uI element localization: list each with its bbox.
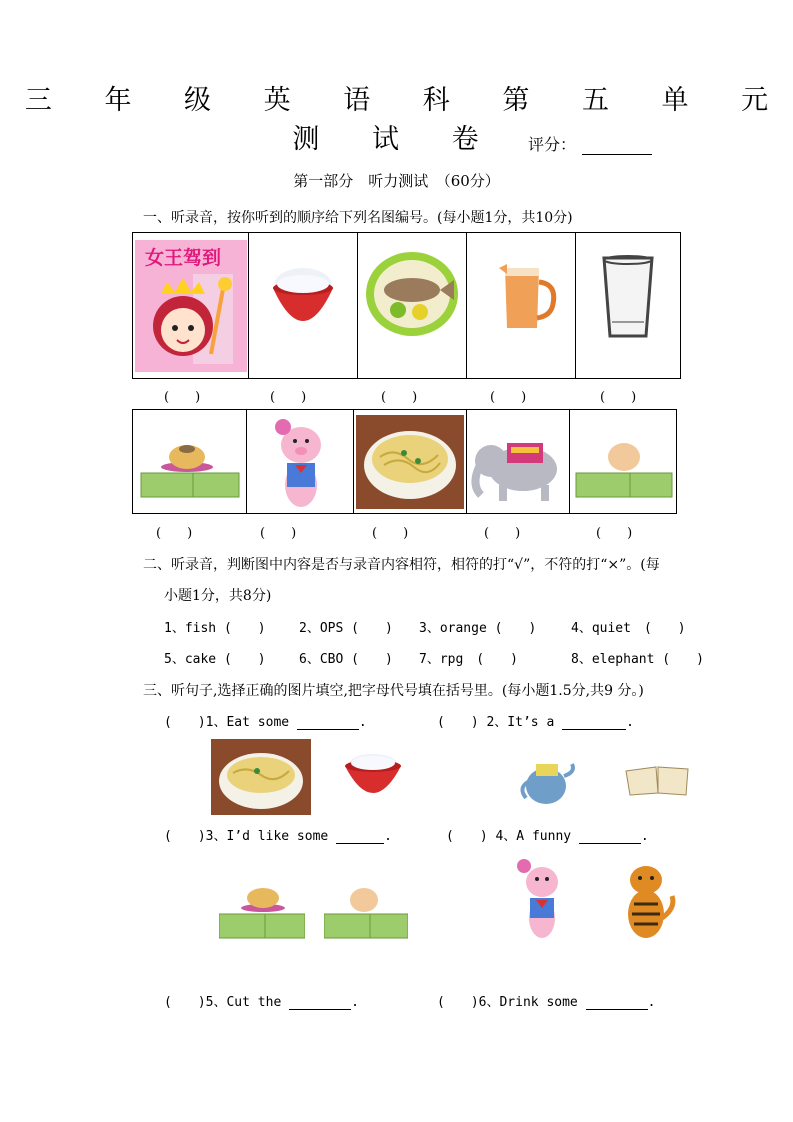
cell-pig bbox=[247, 410, 354, 514]
question-1: ( )1、Eat some . bbox=[164, 715, 367, 730]
score-blank[interactable] bbox=[582, 138, 652, 155]
judge-item-7[interactable]: 7、rpg ( ) bbox=[419, 652, 518, 667]
pig-icon bbox=[508, 858, 572, 944]
question-4-blank[interactable] bbox=[579, 829, 641, 844]
glass-icon bbox=[576, 234, 680, 378]
judge-item-5[interactable]: 5、cake ( ) bbox=[164, 652, 266, 667]
score-field bbox=[528, 132, 652, 155]
question-4: ( ) 4、A funny . bbox=[446, 829, 649, 844]
question-3-blank[interactable] bbox=[336, 829, 384, 844]
noodles-icon bbox=[354, 411, 466, 513]
q2-option-book bbox=[622, 763, 692, 799]
tiger-icon bbox=[614, 858, 678, 942]
part-heading: 第一部分 听力测试 （60分） bbox=[293, 172, 500, 190]
picture-grid-row2 bbox=[132, 409, 677, 514]
question-5-text: ( )5、Cut the bbox=[164, 995, 282, 1010]
q2-option-kettle bbox=[518, 752, 578, 808]
fish-plate-icon bbox=[358, 234, 466, 378]
cell-egg bbox=[570, 410, 677, 514]
section2-instruction-line1: 二、听录音，判断图中内容是否与录音内容相符，相符的打“√”，不符的打“×”。(每 bbox=[143, 557, 660, 573]
question-6-blank[interactable] bbox=[586, 995, 648, 1010]
noodles-icon bbox=[211, 739, 311, 815]
judge-item-2[interactable]: 2、OPS ( ) bbox=[299, 621, 393, 636]
question-5: ( )5、Cut the . bbox=[164, 995, 359, 1010]
rice-bowl-icon bbox=[249, 234, 357, 378]
poster-text: 女王驾到 bbox=[145, 246, 222, 269]
kettle-icon bbox=[518, 752, 578, 808]
cell-queen-poster bbox=[133, 233, 249, 379]
question-3: ( )3、I’d like some . bbox=[164, 829, 392, 844]
question-2: ( ) 2、It’s a . bbox=[437, 715, 634, 730]
page-title: 三 年 级 英 语 科 第 五 单 元 测 试 卷 bbox=[24, 85, 791, 155]
question-4-text: ( ) 4、A funny bbox=[446, 829, 572, 844]
answer-paren-9[interactable]: ( ) bbox=[484, 526, 521, 541]
answer-paren-3[interactable]: ( ) bbox=[381, 390, 418, 405]
question-3-text: ( )3、I’d like some bbox=[164, 829, 329, 844]
question-6: ( )6、Drink some . bbox=[437, 995, 656, 1010]
elephant-icon bbox=[467, 411, 569, 513]
cell-bread bbox=[133, 410, 247, 514]
bread-icon bbox=[219, 884, 305, 940]
section3-instruction: 三、听句子,选择正确的图片填空,把字母代号填在括号里。(每小题1.5分,共9 分。) bbox=[143, 683, 644, 699]
judge-item-4[interactable]: 4、quiet ( ) bbox=[571, 621, 686, 636]
juice-jug-icon bbox=[467, 234, 575, 378]
question-6-text: ( )6、Drink some bbox=[437, 995, 578, 1010]
q1-option-noodles bbox=[211, 739, 311, 815]
egg-icon bbox=[570, 411, 676, 513]
cell-glass bbox=[576, 233, 681, 379]
book-icon bbox=[622, 763, 692, 799]
q3-option-bread bbox=[219, 884, 305, 940]
bread-icon bbox=[133, 411, 246, 513]
cell-elephant bbox=[467, 410, 570, 514]
answer-paren-2[interactable]: ( ) bbox=[270, 390, 307, 405]
answer-paren-7[interactable]: ( ) bbox=[260, 526, 297, 541]
question-5-blank[interactable] bbox=[289, 995, 351, 1010]
section1-instruction: 一、听录音，按你听到的顺序给下列名图编号。(每小题1分，共10分) bbox=[143, 210, 573, 226]
picture-grid-row1 bbox=[132, 232, 681, 379]
q3-option-egg bbox=[324, 884, 408, 940]
answer-paren-4[interactable]: ( ) bbox=[490, 390, 527, 405]
queen-poster-icon bbox=[133, 234, 248, 378]
q4-option-tiger bbox=[614, 858, 678, 942]
answer-paren-1[interactable]: ( ) bbox=[164, 390, 201, 405]
answer-paren-8[interactable]: ( ) bbox=[372, 526, 409, 541]
judge-item-6[interactable]: 6、CBO ( ) bbox=[299, 652, 393, 667]
score-label: 评分： bbox=[528, 135, 577, 154]
judge-item-1[interactable]: 1、fish ( ) bbox=[164, 621, 266, 636]
cell-rice-bowl bbox=[249, 233, 358, 379]
q1-option-rice bbox=[340, 750, 406, 806]
egg-icon bbox=[324, 884, 408, 940]
pig-icon bbox=[247, 411, 353, 513]
q4-option-pig bbox=[508, 858, 572, 944]
question-2-blank[interactable] bbox=[562, 715, 626, 730]
question-1-blank[interactable] bbox=[297, 715, 359, 730]
cell-juice-jug bbox=[467, 233, 576, 379]
cell-noodles bbox=[354, 410, 467, 514]
answer-paren-6[interactable]: ( ) bbox=[156, 526, 193, 541]
judge-item-3[interactable]: 3、orange ( ) bbox=[419, 621, 537, 636]
section2-instruction-line2: 小题1分，共8分) bbox=[164, 588, 272, 604]
question-1-text: ( )1、Eat some bbox=[164, 715, 290, 730]
judge-item-8[interactable]: 8、elephant ( ) bbox=[571, 652, 704, 667]
rice-bowl-icon bbox=[340, 750, 406, 806]
cell-fish-plate bbox=[358, 233, 467, 379]
answer-paren-5[interactable]: ( ) bbox=[600, 390, 637, 405]
answer-paren-10[interactable]: ( ) bbox=[596, 526, 633, 541]
question-2-text: ( ) 2、It’s a bbox=[437, 715, 555, 730]
